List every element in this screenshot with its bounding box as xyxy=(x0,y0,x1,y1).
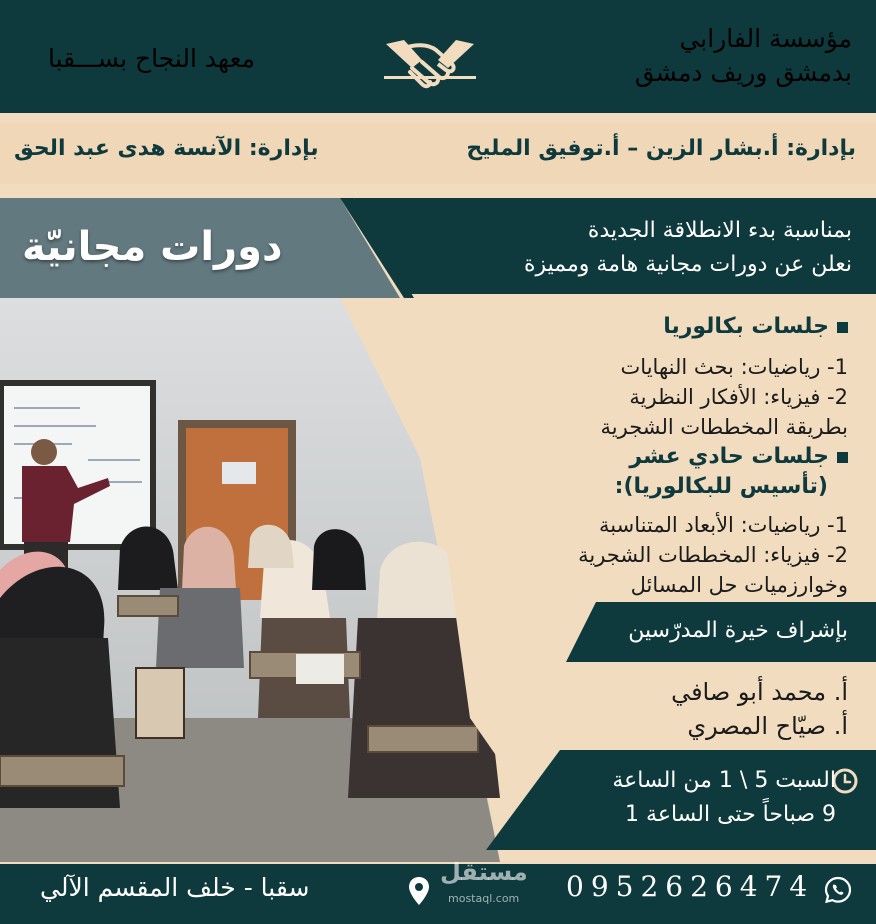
bullet-square-icon xyxy=(837,322,848,333)
announcement-line1: بمناسبة بدء الانطلاقة الجديدة xyxy=(587,218,852,243)
baccalaureate-item: 2- فيزياء: الأفكار النظرية xyxy=(629,385,848,409)
phone-number[interactable]: 0952626474 xyxy=(566,870,815,903)
eleventh-title xyxy=(528,442,848,472)
teacher-name: أ. صيّاح المصري xyxy=(687,712,848,740)
foundation-name xyxy=(635,22,852,90)
whatsapp-icon[interactable] xyxy=(824,876,852,904)
baccalaureate-item: بطريقة المخططات الشجرية xyxy=(600,415,848,439)
watermark-logo: مستقل xyxy=(440,858,528,886)
baccalaureate-title-text: جلسات بكالوريا xyxy=(663,314,829,339)
eleventh-item: وخوارزميات حل المسائل xyxy=(630,573,848,597)
eleventh-section xyxy=(528,442,848,600)
foundation-line1: مؤسسة الفارابي xyxy=(679,24,852,53)
location-pin-icon xyxy=(408,876,430,906)
teacher-name: أ. محمد أبو صافي xyxy=(671,678,848,706)
institute-name: معهد النجاح بســـقبا xyxy=(48,44,256,73)
location-text: سقبا - خلف المقسم الآلي xyxy=(40,873,310,902)
management-left: بإدارة: أ.بشار الزين – أ.توفيق المليح xyxy=(466,136,856,161)
announcement xyxy=(412,214,852,282)
handshake-icon xyxy=(382,34,478,92)
schedule-line2: 9 صباحاً حتى الساعة 1 xyxy=(625,802,836,827)
schedule-line1: السبت 5 \ 1 من الساعة xyxy=(612,768,836,793)
eleventh-title-text: جلسات حادي عشر xyxy=(629,444,829,469)
baccalaureate-title xyxy=(548,312,848,342)
bullet-square-icon xyxy=(837,452,848,463)
supervision-text: بإشراف خيرة المدرّسين xyxy=(628,618,848,643)
announcement-line2: نعلن عن دورات مجانية هامة ومميزة xyxy=(523,252,852,277)
schedule xyxy=(536,764,836,832)
baccalaureate-section xyxy=(548,312,848,442)
foundation-line2: بدمشق وريف دمشق xyxy=(634,58,852,87)
eleventh-item: 2- فيزياء: المخططات الشجرية xyxy=(578,543,848,567)
watermark-url: mostaql.com xyxy=(448,892,520,905)
management-right: بإدارة: الآنسة هدى عبد الحق xyxy=(14,136,319,161)
eleventh-subtitle: (تأسيس للبكالوريا): xyxy=(614,474,828,499)
eleventh-item: 1- رياضيات: الأبعاد المتناسبة xyxy=(599,513,848,537)
baccalaureate-item: 1- رياضيات: بحث النهايات xyxy=(620,355,848,379)
free-courses-title: دورات مجانيّة xyxy=(22,224,283,270)
